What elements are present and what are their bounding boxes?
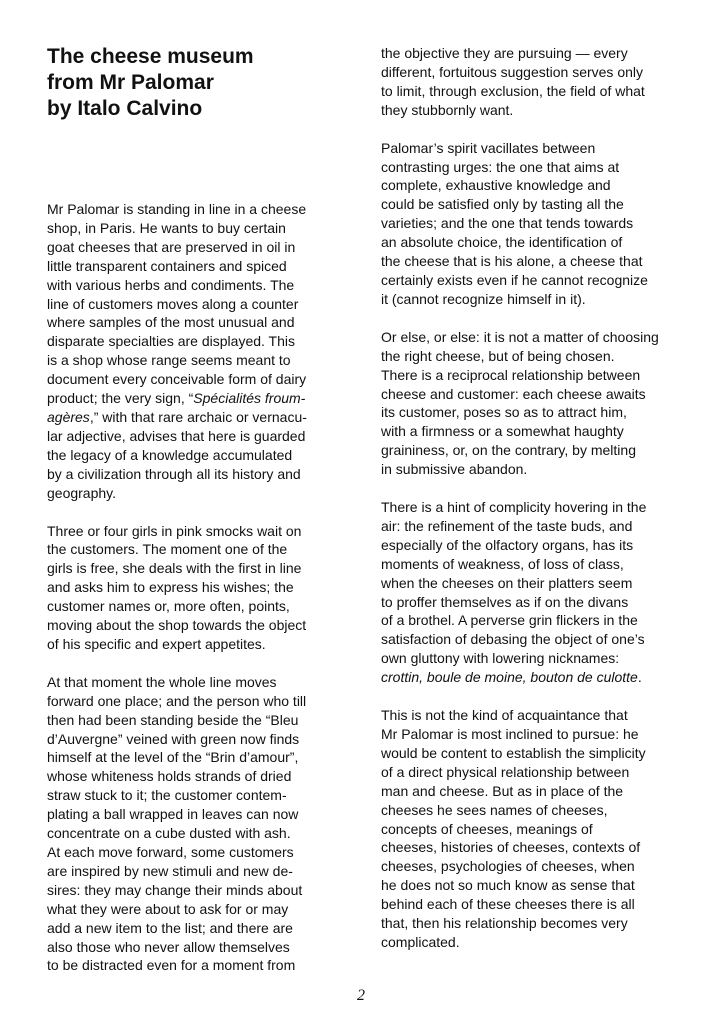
text-line: by a civilization through all its history and xyxy=(47,465,301,482)
text-line: man and cheese. But as in place of the xyxy=(381,782,624,799)
text-line: behind each of these cheeses there is all xyxy=(381,896,635,913)
text-line: contrasting urges: the one that aims at xyxy=(381,158,620,175)
text-line: Mr Palomar is most inclined to pursue: he xyxy=(381,726,639,742)
text-line: also those who never allow themselves xyxy=(47,938,290,955)
text-line: product; the very sign, “Spécialités froum- xyxy=(47,390,306,407)
article-title xyxy=(47,44,347,122)
text-line: with various herbs and condiments. The xyxy=(47,276,295,293)
text-line: himself at the level of the “Brin d’amour”, xyxy=(47,749,299,766)
text-line: geography. xyxy=(47,484,117,501)
text-line: complicated. xyxy=(381,933,460,950)
text-line: straw stuck to it; the customer contem- xyxy=(47,787,287,804)
text-line: There is a reciprocal relationship between xyxy=(381,366,641,383)
text-line: and asks him to express his wishes; the xyxy=(47,579,294,596)
text-line: Palomar’s spirit vacillates between xyxy=(381,139,596,156)
text-line: when the cheeses on their platters seem xyxy=(381,574,633,591)
text-line: what they were about to ask for or may xyxy=(47,900,289,917)
text-line: to be distracted even for a moment from xyxy=(47,957,296,974)
text-line: add a new item to the list; and there are xyxy=(47,919,293,936)
text-line: At each move forward, some customers xyxy=(47,844,294,860)
text-line: moving about the shop towards the object xyxy=(47,617,307,634)
text-line: they stubbornly want. xyxy=(381,101,514,118)
text-line: goat cheeses that are preserved in oil in xyxy=(47,238,296,255)
title-line: by Italo Calvino xyxy=(47,97,203,120)
text-line: sires: they may change their minds about xyxy=(47,881,303,898)
text-line: cheese and customer: each cheese awaits xyxy=(381,385,646,402)
text-line: This is not the kind of acquaintance that xyxy=(381,707,628,724)
text-line: moments of weakness, of loss of class, xyxy=(381,555,624,572)
text-line: of his specific and expert appetites. xyxy=(47,635,266,652)
text-line: customer names or, more often, points, xyxy=(47,598,290,615)
text-line: in submissive abandon. xyxy=(381,461,528,478)
text-line: that, then his relationship becomes very xyxy=(381,915,628,932)
text-line: whose whiteness holds strands of dried xyxy=(47,768,292,785)
text-line: then had been standing beside the “Bleu xyxy=(47,711,299,728)
text-line: girls is free, she deals with the first in line xyxy=(47,560,302,577)
text-line: little transparent containers and spiced xyxy=(47,257,287,274)
text-line: varieties; and the one that tends towards xyxy=(381,215,634,232)
page-number: 2 xyxy=(357,987,365,1004)
paragraph xyxy=(47,522,345,654)
text-line: concepts of cheeses, meanings of xyxy=(381,820,593,837)
text-line: the legacy of a knowledge accumulated xyxy=(47,446,293,463)
text-line: would be content to establish the simplicity xyxy=(381,744,646,761)
text-line: agères,” with that rare archaic or vernacu- xyxy=(47,408,307,425)
text-line: plating a ball wrapped in leaves can now xyxy=(47,806,299,823)
text-line: could be satisfied only by tasting all the xyxy=(381,196,624,213)
text-line: d’Auvergne” veined with green now finds xyxy=(47,730,300,747)
paragraph xyxy=(47,673,345,976)
text-line: the cheese that is his alone, a cheese that xyxy=(381,253,643,270)
text-line: satisfaction of debasing the object of one’s xyxy=(381,631,645,648)
text-line: There is a hint of complicity hovering in the xyxy=(381,499,647,516)
text-line: cheeses he sees names of cheeses, xyxy=(381,801,608,818)
text-line: where samples of the most unusual and xyxy=(47,314,295,331)
text-line: with a firmness or a somewhat haughty xyxy=(381,423,624,440)
text-line: the customers. The moment one of the xyxy=(47,541,288,558)
text-line: especially of the olfactory organs, has its xyxy=(381,536,634,553)
text-line: lar adjective, advises that here is guarded xyxy=(47,427,306,444)
text-line: cheeses, histories of cheeses, contexts of xyxy=(381,839,641,856)
text-line: own gluttony with lowering nicknames: xyxy=(381,650,620,667)
paragraph xyxy=(381,139,681,309)
right-text-column xyxy=(381,44,681,952)
paragraph xyxy=(381,706,681,952)
text-line: it (cannot recognize himself in it). xyxy=(381,290,586,307)
text-line: line of customers moves along a counter xyxy=(47,295,299,312)
text-line: Three or four girls in pink smocks wait on xyxy=(47,522,302,539)
text-line: different, fortuitous suggestion serves only xyxy=(381,63,644,80)
text-line: to proffer themselves as if on the divans xyxy=(381,593,629,610)
paragraph xyxy=(381,328,681,479)
text-line: the right cheese, but of being chosen. xyxy=(381,347,615,364)
title-line: from Mr Palomar xyxy=(47,71,214,94)
text-line: crottin, boule de moine, bouton de culotte. xyxy=(381,669,642,686)
text-line: cheeses, psychologies of cheeses, when xyxy=(381,858,635,875)
text-line: concentrate on a cube dusted with ash. xyxy=(47,825,291,842)
paragraph xyxy=(381,44,681,120)
text-line: are inspired by new stimuli and new de- xyxy=(47,862,293,879)
text-line: complete, exhaustive knowledge and xyxy=(381,177,611,194)
text-line: to limit, through exclusion, the field of what xyxy=(381,82,645,99)
text-line: forward one place; and the person who till xyxy=(47,692,307,709)
text-line: certainly exists even if he cannot recognize xyxy=(381,271,648,288)
text-line: the objective they are pursuing — every xyxy=(381,45,628,61)
text-line: of a brothel. A perverse grin flickers in the xyxy=(381,612,638,629)
text-line: is a shop whose range seems meant to xyxy=(47,352,291,369)
text-line: he does not so much know as sense that xyxy=(381,877,635,894)
text-line: graininess, or, on the contrary, by melting xyxy=(381,442,636,459)
paragraph xyxy=(47,200,345,503)
text-line: document every conceivable form of dairy xyxy=(47,371,307,388)
text-line: shop, in Paris. He wants to buy certain xyxy=(47,219,286,236)
title-line: The cheese museum xyxy=(47,45,254,68)
paragraph xyxy=(381,498,681,687)
text-line: an absolute choice, the identification of xyxy=(381,234,623,251)
text-line: Mr Palomar is standing in line in a cheese xyxy=(47,201,307,217)
text-line: At that moment the whole line moves xyxy=(47,673,277,690)
text-line: air: the refinement of the taste buds, and xyxy=(381,517,633,534)
text-line: disparate specialties are displayed. This xyxy=(47,333,295,350)
text-line: Or else, or else: it is not a matter of choosing xyxy=(381,328,659,345)
left-text-column xyxy=(47,200,345,975)
text-line: its customer, poses so as to attract him, xyxy=(381,404,627,421)
text-line: of a direct physical relationship between xyxy=(381,763,630,780)
